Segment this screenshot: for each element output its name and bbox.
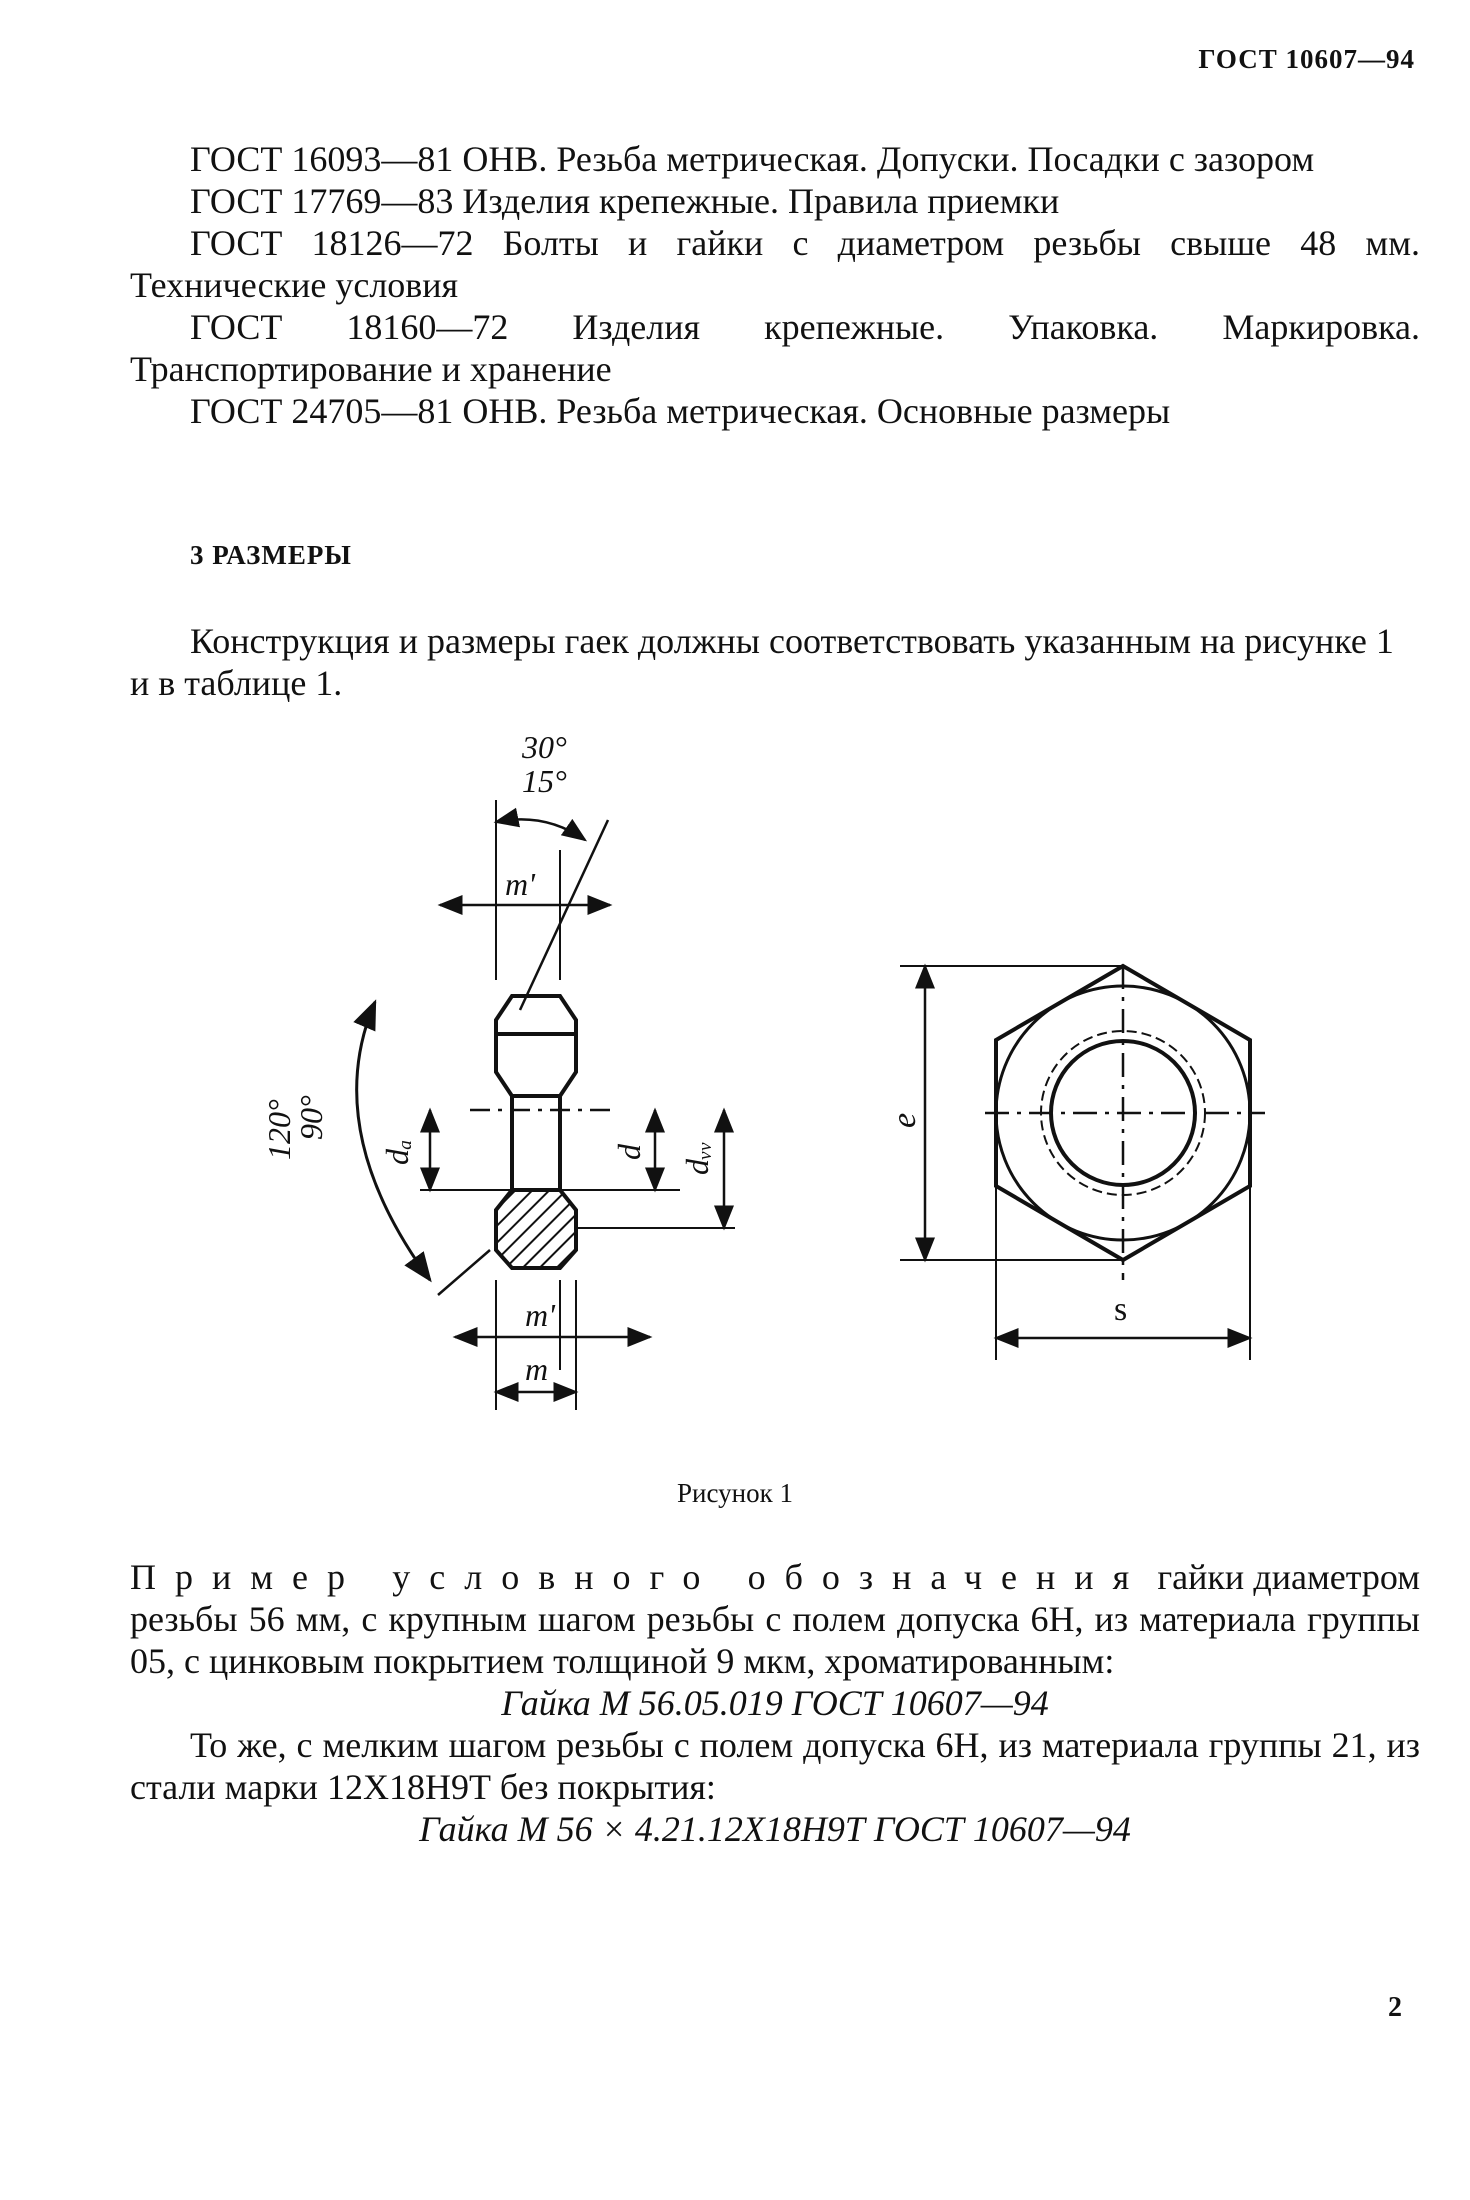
example-paragraph-2: То же, с мелким шагом резьбы с полем допуска 6H, из материала группы 21, из стали марки 12Х18Н9Т без покрытия: [130, 1725, 1420, 1807]
dw-label: dᵥᵥ [679, 1141, 715, 1175]
m-prime-bottom-label: m' [525, 1297, 555, 1333]
intro-paragraph: Конструкция и размеры гаек должны соответствовать указанным на рисунке 1 и в таблице 1. [130, 621, 1394, 703]
d-label: d [611, 1144, 647, 1160]
example-lead: Пример условного обозначения [130, 1557, 1149, 1597]
m-prime-top-label: m' [505, 866, 535, 902]
reference-item: ГОСТ 17769—83 Изделия крепежные. Правила приемки [190, 181, 1060, 221]
angle-30-label: 30° [522, 729, 567, 765]
angle-15-label: 15° [522, 763, 567, 799]
page-number: 2 [1388, 1992, 1402, 2023]
section-title: 3 РАЗМЕРЫ [190, 540, 352, 570]
document-code-header: ГОСТ 10607—94 [1198, 44, 1415, 74]
designation-1: Гайка М 56.05.019 ГОСТ 10607—94 [501, 1683, 1049, 1723]
s-label: s [1114, 1291, 1128, 1328]
reference-item: ГОСТ 18160—72 Изделия крепежные. Упаковка. Маркировка. Транспортирование и хранение [130, 307, 1420, 389]
reference-item: ГОСТ 24705—81 ОНВ. Резьба метрическая. Основные размеры [190, 391, 1171, 431]
example-lead-tail: гайки диаметром резьбы 56 мм, с крупным шагом резьбы с полем допуска 6H, из материала группы 05, с цинковым покрытием толщиной 9 мкм, хроматированным: [130, 1557, 1420, 1681]
reference-list [130, 138, 1420, 432]
designation-2: Гайка М 56 × 4.21.12Х18Н9Т ГОСТ 10607—94 [419, 1809, 1131, 1849]
reference-item: ГОСТ 18126—72 Болты и гайки с диаметром резьбы свыше 48 мм. Технические условия [130, 223, 1420, 305]
figure-caption: Рисунок 1 [677, 1478, 793, 1508]
da-label: dₐ [379, 1139, 415, 1165]
e-label: e [886, 1112, 923, 1128]
m-label: m [525, 1351, 549, 1387]
designation-example [130, 1556, 1420, 1850]
angle-90-label: 90° [293, 1095, 329, 1140]
angle-120-label: 120° [261, 1099, 297, 1160]
example-paragraph [130, 1556, 1420, 1682]
reference-item: ГОСТ 16093—81 ОНВ. Резьба метрическая. Допуски. Посадки с зазором [190, 139, 1315, 179]
nut-drawing [0, 720, 1470, 1460]
front-view [900, 965, 1265, 1360]
